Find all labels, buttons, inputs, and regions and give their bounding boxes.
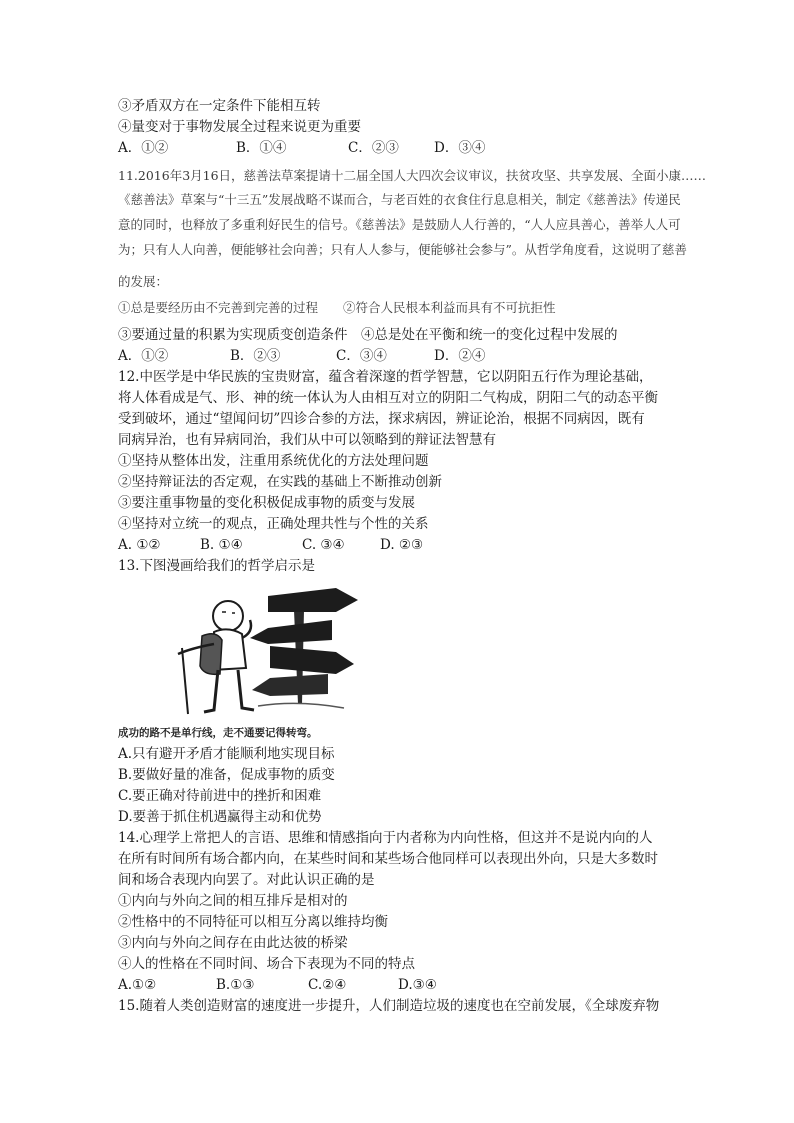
q12-line-2: 将人体看成是气、形、神的统一体认为人由相互对立的阴阳二气构成，阴阳二气的动态平衡	[118, 390, 658, 406]
q11-line-2: 《慈善法》草案与“十三五”发展战略不谋而合，与老百姓的衣食住行息息相关，制定《慈善法》传递民	[118, 192, 681, 207]
q14-options	[118, 975, 678, 995]
q12-line-4: 同病异治，也有异病同治，我们从中可以领略到的辩证法智慧有	[118, 432, 496, 448]
q11-line-1: 11.2016年3月16日，慈善法草案提请十二届全国人大四次会议审议，扶贫攻坚、共享发展、全面小康……	[118, 168, 707, 183]
figure-backpack	[200, 634, 222, 675]
q10-options	[118, 138, 678, 158]
figure-head	[213, 601, 243, 631]
q12-option-d[interactable]: D. ②③	[380, 537, 424, 553]
q15-line-1: 15.随着人类创造财富的速度进一步提升，人们制造垃圾的速度也在空前发展，《全球废弃物	[118, 998, 660, 1014]
q10-statement-3: ③矛盾双方在一定条件下能相互转	[118, 98, 321, 114]
q12-statement-2: ②坚持辩证法的否定观，在实践的基础上不断推动创新	[118, 474, 442, 490]
q10-option-d[interactable]: D．③④	[434, 140, 486, 156]
q11-option-a[interactable]: A．①②	[118, 348, 169, 364]
arrow-left-middle	[250, 620, 332, 644]
q14-line-1: 14.心理学上常把人的言语、思维和情感指向于内者称为内向性格，但这并不是说内向的人	[118, 830, 653, 846]
q14-statement-1: ①内向与外向之间的相互排斥是相对的	[118, 893, 348, 909]
q10-statement-4: ④量变对于事物发展全过程来说更为重要	[118, 119, 361, 135]
q11-statements-34: ③要通过量的积累为实现质变创造条件 ④总是处在平衡和统一的变化过程中发展的	[118, 327, 618, 343]
q10-option-b[interactable]: B．①④	[236, 140, 287, 156]
q14-option-a[interactable]: A.①②	[118, 977, 157, 993]
q13-option-a[interactable]: A.只有避开矛盾才能顺利地实现目标	[118, 746, 335, 762]
q11-option-d[interactable]: D．②④	[434, 348, 486, 364]
cartoon-caption: 成功的路不是单行线，走不通要记得转弯。	[118, 727, 318, 739]
signpost-cartoon-image	[118, 582, 368, 722]
q12-option-c[interactable]: C. ③④	[302, 537, 345, 553]
q14-statement-4: ④人的性格在不同时间、场合下表现为不同的特点	[118, 956, 415, 972]
q11-line-4: 为；只有人人向善，便能够社会向善；只有人人参与，便能够社会参与”。从哲学角度看，这说明了慈善	[118, 242, 687, 257]
q13-question: 13.下图漫画给我们的哲学启示是	[118, 558, 315, 574]
q12-line-3: 受到破坏，通过“望闻问切”四诊合参的方法，探求病因，辨证论治，根据不同病因，既有	[118, 411, 645, 427]
arrow-left-bottom	[252, 674, 328, 696]
q12-line-1: 12.中医学是中华民族的宝贵财富，蕴含着深邃的哲学智慧，它以阴阳五行作为理论基础，	[118, 369, 653, 385]
q11-line-5: 的发展：	[118, 274, 169, 289]
figure-leg-right	[238, 670, 254, 710]
q12-options	[118, 535, 678, 555]
figure-arm	[242, 620, 251, 638]
q12-option-a[interactable]: A. ①②	[118, 537, 161, 553]
q10-option-a[interactable]: A．①②	[118, 140, 169, 156]
walking-stick	[182, 648, 188, 714]
q14-statement-3: ③内向与外向之间存在由此达彼的桥梁	[118, 935, 348, 951]
q12-statement-4: ④坚持对立统一的观点，正确处理共性与个性的关系	[118, 516, 429, 532]
q14-line-3: 间和场合表现内向罢了。对此认识正确的是	[118, 872, 375, 888]
q11-statements-12: ①总是要经历由不完善到完善的过程 ②符合人民根本利益而具有不可抗拒性	[118, 300, 556, 315]
q14-option-d[interactable]: D.③④	[398, 977, 437, 993]
q13-option-d[interactable]: D.要善于抓住机遇赢得主动和优势	[118, 809, 322, 825]
q11-option-c[interactable]: C．③④	[336, 348, 387, 364]
q10-option-c[interactable]: C．②③	[348, 140, 399, 156]
arrow-right-lower	[270, 646, 354, 674]
q12-option-b[interactable]: B. ①④	[200, 537, 243, 553]
q11-line-3: 意的同时，也释放了多重利好民生的信号。《慈善法》是鼓励人人行善的，“人人应具善心，善举人人可	[118, 217, 681, 232]
q13-cartoon	[118, 582, 368, 740]
q13-option-b[interactable]: B.要做好量的准备，促成事物的质变	[118, 767, 335, 783]
q14-option-c[interactable]: C.②④	[308, 977, 347, 993]
q14-option-b[interactable]: B.①③	[216, 977, 255, 993]
q12-statement-1: ①坚持从整体出发，注重用系统优化的方法处理问题	[118, 453, 429, 469]
q11-option-b[interactable]: B．②③	[230, 348, 281, 364]
q14-line-2: 在所有时间所有场合都内向，在某些时间和某些场合他同样可以表现出外向，只是大多数时	[118, 851, 658, 867]
q11-options	[118, 346, 678, 366]
arrow-right-top	[268, 588, 358, 612]
q13-option-c[interactable]: C.要正确对待前进中的挫折和困难	[118, 788, 322, 804]
q12-statement-3: ③要注重事物量的变化积极促成事物的质变与发展	[118, 495, 415, 511]
q14-statement-2: ②性格中的不同特征可以相互分离以维持均衡	[118, 914, 388, 930]
figure-leg-left	[204, 670, 218, 712]
